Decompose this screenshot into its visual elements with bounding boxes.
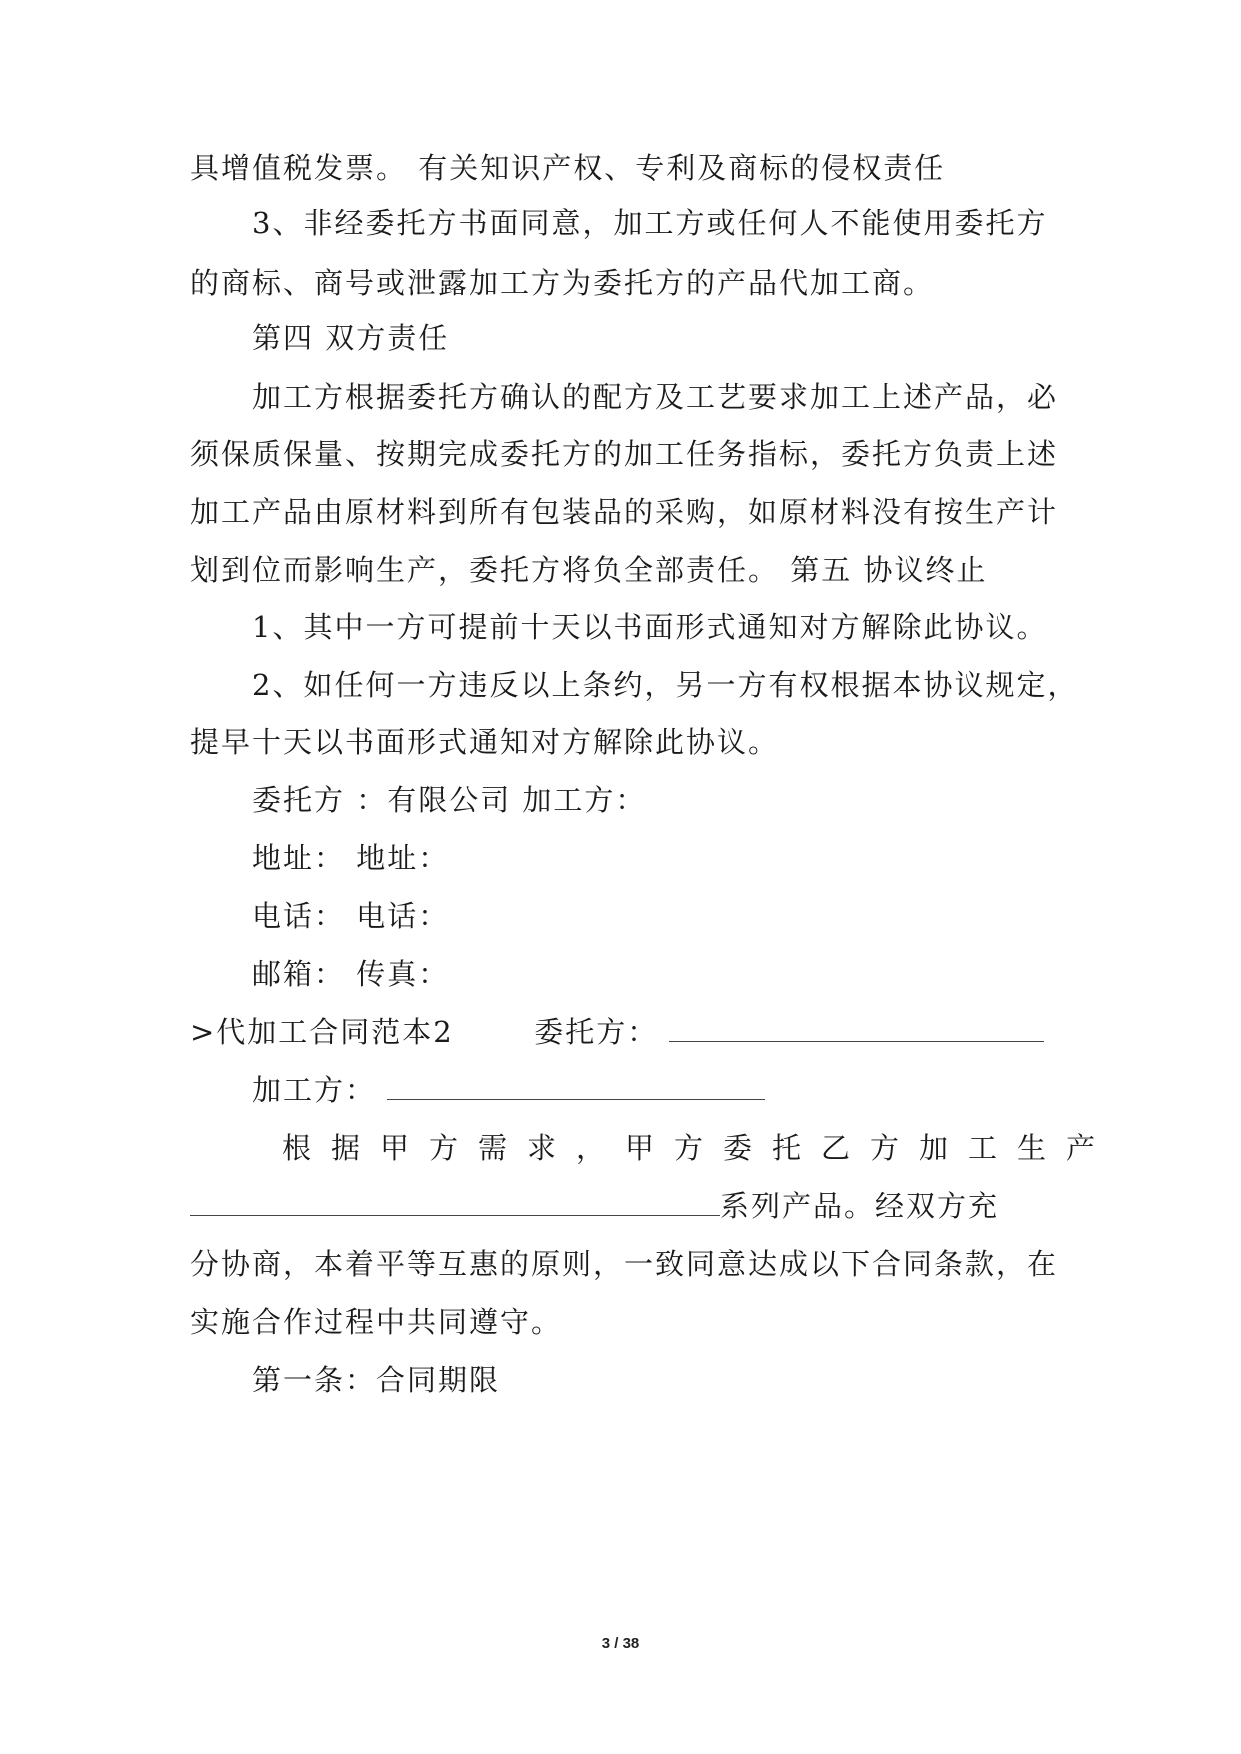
paragraph-line: 加工方根据委托方确认的配方及工艺要求加工上述产品，必 — [252, 380, 1059, 414]
paragraph-line: 2、如任何一方违反以上条约，另一方有权根据本协议规定， — [252, 668, 1079, 702]
paragraph-line: 划到位而影响生产，委托方将负全部责任。 第五 协议终止 — [190, 553, 988, 587]
paragraph-line: 根据甲方需求，甲方委托乙方加工生产 — [282, 1131, 1116, 1165]
contract-title: >代加工合同范本2 — [190, 1015, 454, 1049]
article-heading: 第一条：合同期限 — [252, 1363, 501, 1397]
processor-blank — [387, 1075, 765, 1100]
paragraph-line: 加工产品由原材料到所有包装品的采购，如原材料没有按生产计 — [190, 495, 1059, 529]
signature-line-address: 地址： 地址： — [252, 841, 450, 875]
paragraph-line: 须保质保量、按期完成委托方的加工任务指标，委托方负责上述 — [190, 437, 1059, 471]
client-blank — [669, 1017, 1044, 1042]
paragraph-line: 3、非经委托方书面同意，加工方或任何人不能使用委托方 — [252, 206, 1048, 240]
paragraph-line: 1、其中一方可提前十天以书面形式通知对方解除此协议。 — [252, 610, 1048, 644]
section-heading: 第四 双方责任 — [252, 321, 450, 355]
paragraph-line: 提早十天以书面形式通知对方解除此协议。 — [190, 725, 780, 759]
client-label: 委托方： — [534, 1015, 659, 1049]
paragraph-line: 实施合作过程中共同遵守。 — [190, 1305, 563, 1339]
processor-line — [252, 1070, 765, 1110]
paragraph-line: 分协商，本着平等互惠的原则，一致同意达成以下合同条款，在 — [190, 1247, 1059, 1281]
product-blank — [190, 1191, 720, 1216]
signature-line-email: 邮箱： 传真： — [252, 957, 450, 991]
page-number: 3 / 38 — [601, 1635, 640, 1652]
signature-line-phone: 电话： 电话： — [252, 899, 450, 933]
signature-line-party: 委托方 ：有限公司 加工方： — [252, 783, 647, 817]
paragraph-line: 具增值税发票。 有关知识产权、专利及商标的侵权责任 — [190, 151, 946, 185]
contract-title-line — [190, 1012, 1044, 1052]
processor-label: 加工方： — [252, 1073, 377, 1107]
product-line: 系列产品。经双方充 — [190, 1186, 999, 1226]
paragraph-line: 的商标、商号或泄露加工方为委托方的产品代加工商。 — [190, 266, 935, 300]
